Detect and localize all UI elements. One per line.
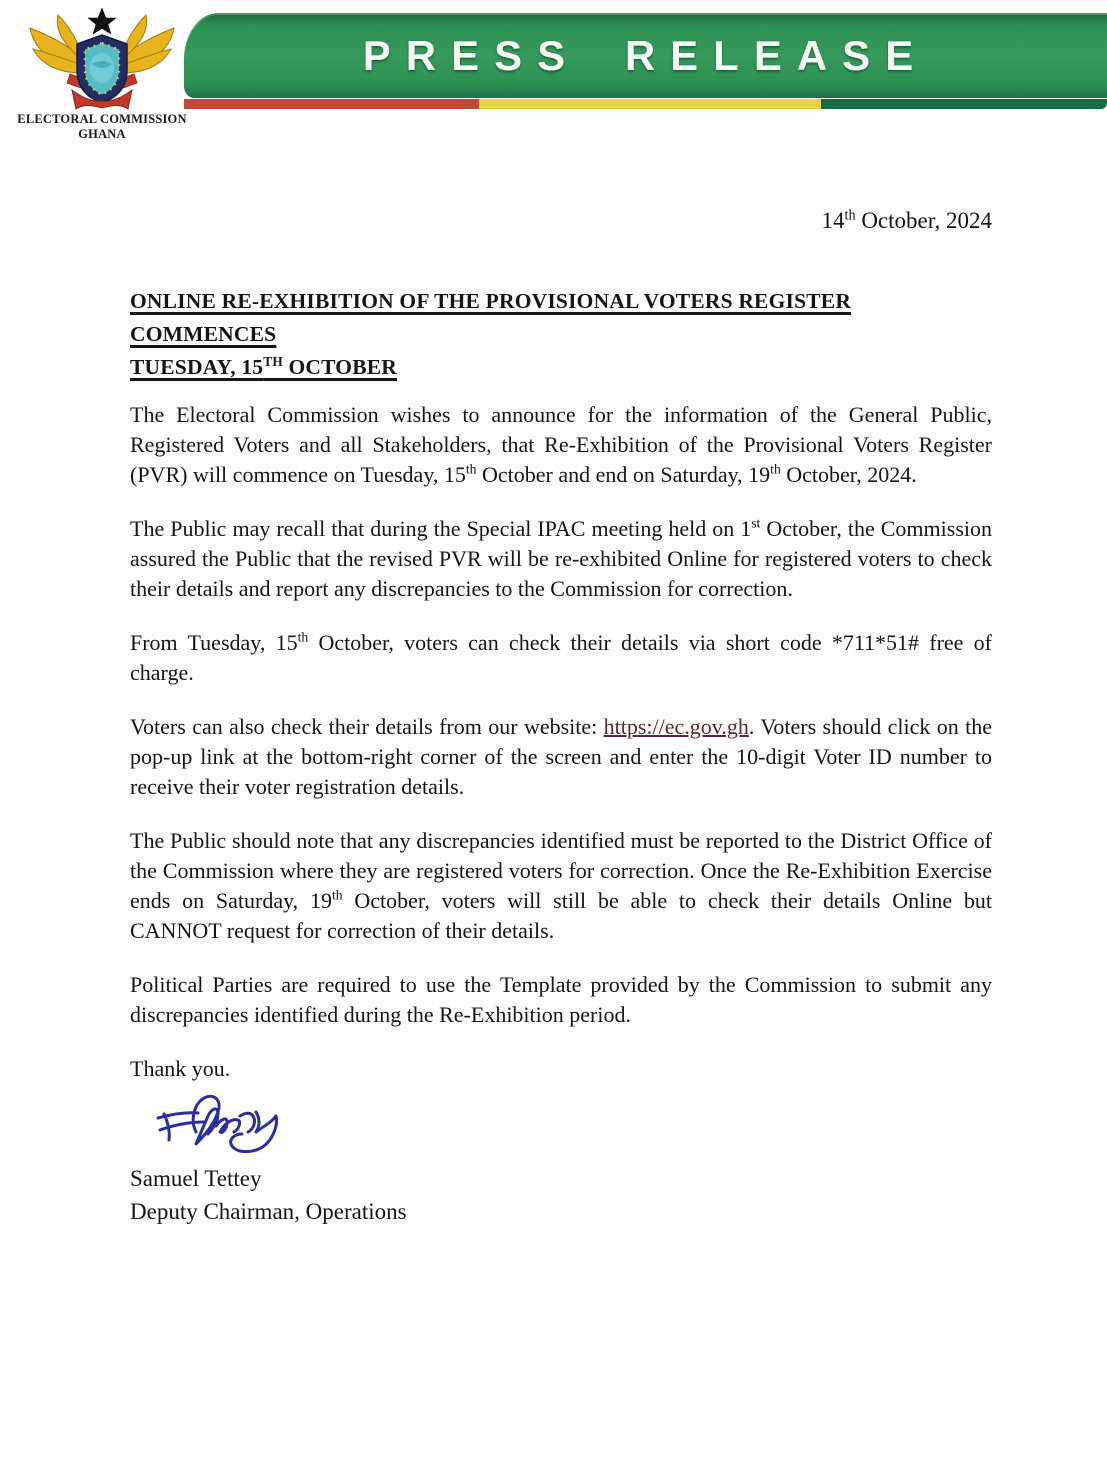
text-run: From Tuesday, 15 <box>130 630 298 655</box>
text-run: The Public should note that any discrepancies identified must be reported to the District Office of the Commission where they are registered voters for correction. Once the Re-Exhibition Exercise ends on Saturday, 19 <box>130 828 992 913</box>
superscript: TH <box>263 353 283 369</box>
superscript: st <box>751 515 761 531</box>
superscript: th <box>465 461 477 477</box>
text-run: October, voters can check their details via short code *711*51# free of charge. <box>130 630 992 685</box>
coat-of-arms-icon <box>22 6 182 110</box>
document-body <box>0 150 1107 1228</box>
paragraph <box>130 400 992 490</box>
signatory-role: Deputy Chairman, Operations <box>130 1199 407 1224</box>
signature-block <box>130 1092 992 1228</box>
signature-image <box>152 1092 287 1160</box>
superscript: th <box>331 887 343 903</box>
stripe-green-segment <box>821 99 1107 109</box>
date-day: 14 <box>821 208 845 233</box>
superscript: th <box>770 461 781 477</box>
ec-logo <box>14 6 190 142</box>
text-run: Voters can also check their details from our website: <box>130 714 604 739</box>
document-title <box>130 285 992 384</box>
signatory <box>130 1162 992 1228</box>
text-run: Political Parties are required to use the Template provided by the Commission to submit any discrepancies identified during the Re-Exhibition period. <box>130 972 992 1027</box>
closing-thanks: Thank you. <box>130 1056 231 1081</box>
text-run: OCTOBER <box>282 355 398 379</box>
text-run: . Voters should click on the pop-up link at the bottom-right corner of the screen and enter the 10-digit Voter ID number to receive their voter registration details. <box>130 714 992 799</box>
banner-title: PRESS RELEASE <box>362 31 929 79</box>
superscript: th <box>297 629 309 645</box>
paragraph <box>130 826 992 946</box>
text-run: TUESDAY, 15 <box>130 355 264 379</box>
text-run: October, 2024. <box>780 462 917 487</box>
paragraphs <box>130 400 992 1030</box>
title-line2 <box>130 355 397 379</box>
paragraph <box>130 514 992 604</box>
text-run: October, voters will still be able to check their details Online but CANNOT request for correction of their details. <box>130 888 992 943</box>
text-run: The Electoral Commission wishes to announce for the information of the General Public, Registered Voters and all Stakeholders, that Re-Exhibition of the Provisional Voters Register (PVR) will commence on Tuesday, 15 <box>130 402 992 487</box>
website-link[interactable]: https://ec.gov.gh <box>603 714 749 739</box>
org-name <box>14 112 190 142</box>
stripe-red-segment <box>184 99 479 109</box>
ghana-flag-stripe <box>184 99 1107 109</box>
text-run: October and end on Saturday, 19 <box>476 462 771 487</box>
org-name-line2: GHANA <box>78 127 126 141</box>
date-line <box>130 205 992 237</box>
paragraph <box>130 712 992 802</box>
stripe-yellow-segment <box>479 99 821 109</box>
date-rest: October, 2024 <box>855 208 992 233</box>
paragraph <box>130 628 992 688</box>
text-run: The Public may recall that during the Special IPAC meeting held on 1 <box>130 516 752 541</box>
document-header <box>0 0 1107 150</box>
text-run: October, the Commission assured the Public that the revised PVR will be re-exhibited Online for registered voters to check their details and report any discrepancies to the Commission for correction. <box>130 516 992 601</box>
date-ordinal-suffix: th <box>844 207 856 224</box>
signatory-name: Samuel Tettey <box>130 1166 262 1191</box>
org-name-line1: ELECTORAL COMMISSION <box>17 112 187 126</box>
paragraph <box>130 970 992 1030</box>
press-release-banner <box>184 13 1107 98</box>
title-line1: ONLINE RE-EXHIBITION OF THE PROVISIONAL VOTERS REGISTER COMMENCES <box>130 289 852 346</box>
